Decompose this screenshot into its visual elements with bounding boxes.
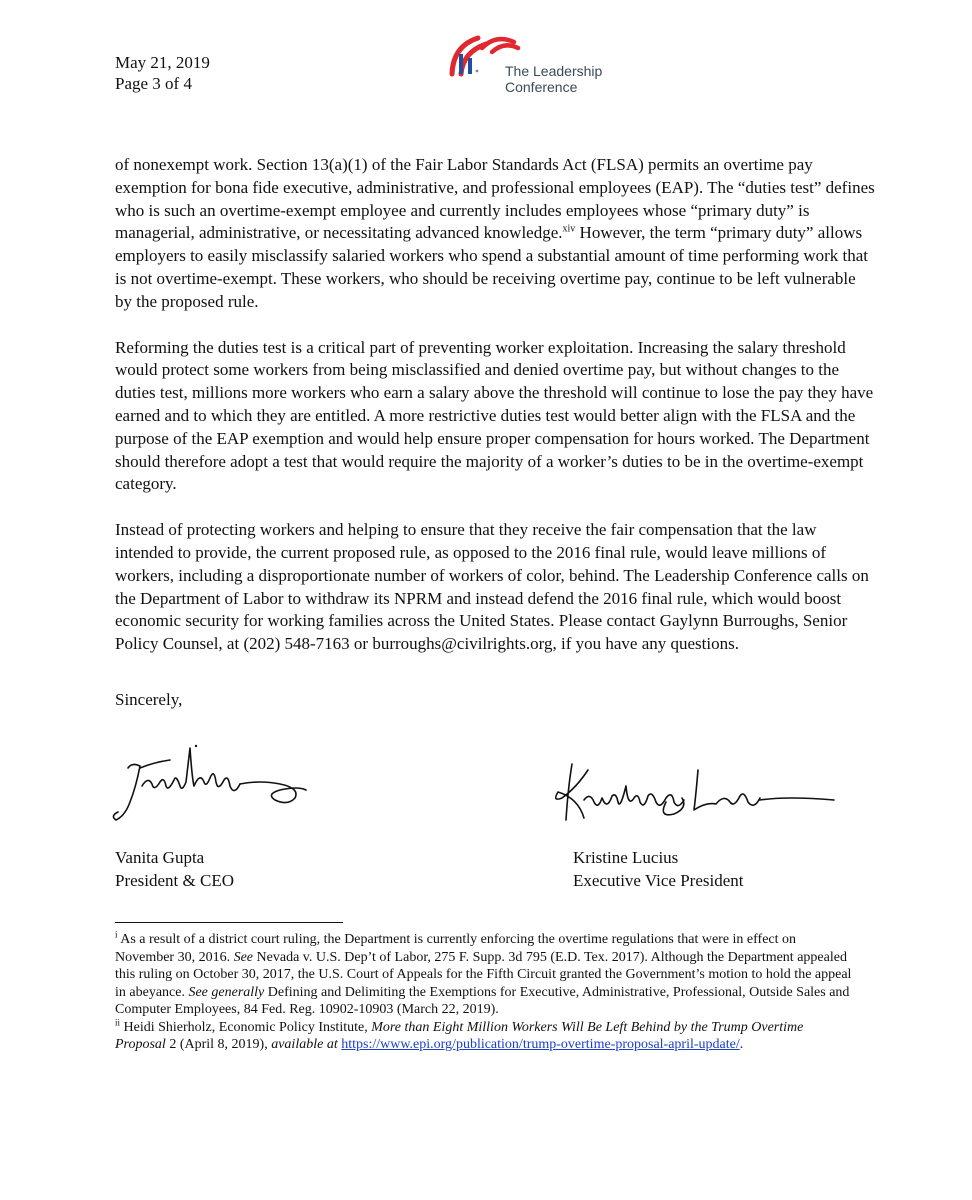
footnote-1: [115, 931, 855, 1019]
footnote-2: [115, 1016, 855, 1054]
footnote-text: Defining and Delimiting the Exemptions for Executive, Administrative, Professional, Outside Sales and Computer Employees, 84 Fed. Reg. 10902-10903 (March 22, 2019).: [115, 984, 850, 1017]
signer-title: Executive Vice President: [573, 871, 744, 890]
footnote-text: As a result of a district court ruling, the Department is currently enforcing the overtime regulations that were in effect on November 30, 2016.: [115, 932, 797, 965]
footnote-divider: [115, 922, 343, 923]
signer-name: Vanita Gupta: [115, 848, 205, 867]
footnote-text: Nevada v. U.S. Dep’t of Labor, 275 F. Supp. 3d 795 (E.D. Tex. 2017). Although the Department appealed this ruling on October 30, 2017, the U.S. Court of Appeals for the Fifth Circuit granted the Government’s motion to hold the appeal in abeyance.: [115, 949, 852, 1000]
body-paragraph-3: Instead of protecting workers and helping to ensure that they receive the fair compensation that the law intended to provide, the current proposed rule, as opposed to the 2016 final rule, would leave millions of workers, including a disproportionate number of workers of color, behind. The Leadership Conference calls on the Department of Labor to withdraw its NPRM and instead defend the 2016 final rule, which would boost economic security for working families across the United States. Please contact Gaylynn Burroughs, Senior Policy Counsel, at (202) 548-7163 or burroughs@civilrights.org, if you have any questions.: [115, 520, 869, 654]
footnote-text: Heidi Shierholz, Economic Policy Institute,: [120, 1019, 372, 1035]
signer-name: Kristine Lucius: [573, 848, 679, 867]
letter-date: May 21, 2019: [115, 53, 210, 72]
footnote-signal: See: [233, 949, 254, 965]
footnote-source-link[interactable]: https://www.epi.org/publication/trump-overtime-proposal-april-update/: [341, 1037, 740, 1052]
signer-block-right: [573, 846, 744, 892]
letter-header: [115, 52, 210, 94]
paragraph-text: of nonexempt work. Section 13(a)(1) of the Fair Labor Standards Act (FLSA) permits an overtime pay exemption for bona fide executive, administrative, and professional employees (EAP). The “duties test” defines who is such an overtime-exempt employee and currently includes employees whose “primary duty” is managerial, administrative, or necessitating advanced knowledge.: [115, 155, 875, 243]
closing-salutation: Sincerely,: [115, 690, 183, 709]
footnote-text: .: [739, 1037, 744, 1052]
footnote-signal: See generally: [188, 984, 265, 1000]
footnote-marker: i: [115, 929, 118, 940]
logo-text-line2: Conference: [505, 79, 578, 95]
page-number: Page 3 of 4: [115, 74, 192, 93]
signature-vanita-gupta: [110, 742, 310, 832]
footnotes: [115, 931, 855, 1054]
footnote-marker: ii: [115, 1016, 121, 1027]
body-paragraph-1: [115, 154, 875, 314]
footnote-marker: xiv: [562, 223, 576, 235]
footnote-source-title: More than Eight Million Workers Will Be Left Behind by the Trump Overtime Proposal: [115, 1019, 804, 1052]
letter-body: [115, 154, 875, 656]
signer-block-left: [115, 846, 234, 892]
footnote-text: 2 (April 8, 2019),: [165, 1037, 272, 1052]
body-paragraph-2: Reforming the duties test is a critical part of preventing worker exploitation. Increasing the salary threshold would protect some workers from being misclassified and denied overtime pay, but without changes to the duties test, millions more workers who earn a salary above the threshold will continue to lose the pay they have earned and to which they are entitled. A more restrictive duties test would better align with the FLSA and the purpose of the EAP exemption and would help ensure proper compensation for hours worked. The Department should therefore adopt a test that would require the majority of a worker’s duties to be in the overtime-exempt category.: [115, 337, 874, 494]
paragraph-text: However, the term “primary duty” allows employers to easily misclassify salaried workers who spend a substantial amount of time performing work that is not overtime-exempt. These workers, who should be receiving overtime pay, continue to be left vulnerable by the proposed rule.: [115, 223, 869, 311]
signature-kristine-lucius: [548, 758, 838, 828]
logo-text-line1: The Leadership: [505, 63, 603, 79]
leadership-conference-logo: [448, 28, 628, 98]
signer-title: President & CEO: [115, 871, 234, 890]
footnote-signal: available at: [271, 1037, 338, 1052]
